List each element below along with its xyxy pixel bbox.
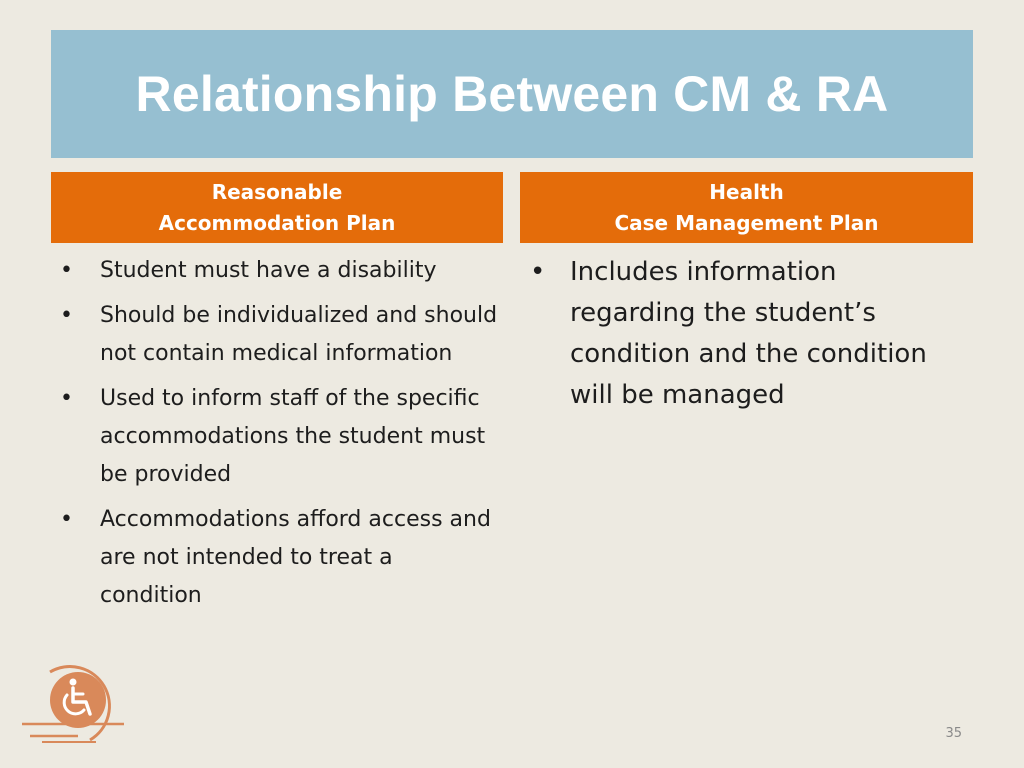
column-header-health-case-management — [520, 172, 973, 243]
list-item — [60, 501, 500, 615]
bullet-icon: • — [60, 303, 73, 328]
list-item — [530, 252, 970, 416]
column-header-reasonable-accommodation — [51, 172, 503, 243]
health-case-management-bullet-list — [530, 252, 970, 416]
page-number: 35 — [945, 726, 962, 741]
bullet-text: Accommodations afford access and are not intended to treat a condition — [100, 507, 491, 608]
list-item — [60, 252, 500, 290]
column-header-line2: Case Management Plan — [614, 210, 879, 235]
bullet-text: Includes information regarding the student’s condition and the condition will be managed — [570, 257, 927, 410]
bullet-icon: • — [60, 386, 73, 411]
list-item — [60, 380, 500, 494]
column-header-line1: Health — [709, 179, 784, 204]
column-header-line1: Reasonable — [211, 179, 343, 204]
list-item — [60, 297, 500, 373]
bullet-icon: • — [60, 258, 73, 283]
figure-head — [70, 679, 77, 686]
wheelchair-accessibility-icon — [20, 660, 130, 750]
bullet-text: Should be individualized and should not contain medical information — [100, 303, 498, 366]
bullet-text: Student must have a disability — [100, 258, 437, 283]
column-header-line2: Accommodation Plan — [158, 210, 396, 235]
logo-circle — [50, 672, 106, 728]
reasonable-accommodation-bullet-list — [60, 252, 500, 622]
slide-title: Relationship Between CM & RA — [135, 66, 889, 122]
bullet-text: Used to inform staff of the specific accommodations the student must be provided — [100, 386, 486, 487]
bullet-icon: • — [60, 507, 73, 532]
title-bar — [51, 30, 973, 158]
bullet-icon: • — [530, 257, 546, 287]
